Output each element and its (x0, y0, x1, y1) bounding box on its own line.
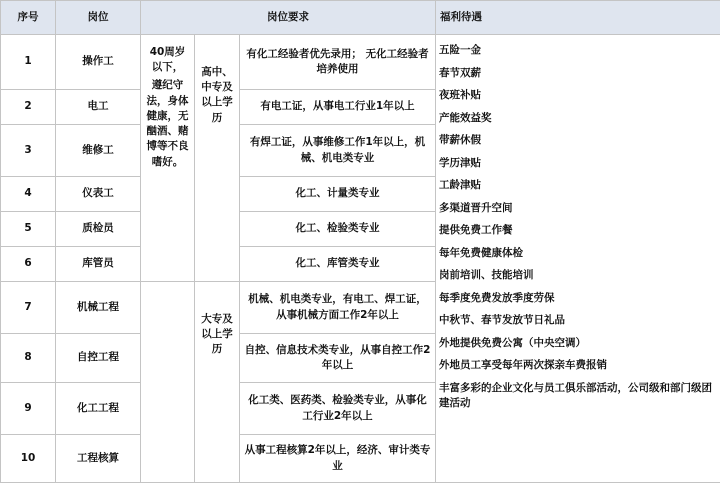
education-requirement-a: 高中、中专及以上学历 (195, 35, 240, 282)
row-number: 6 (1, 247, 56, 282)
row-detail: 有焊工证，从事维修工作1年以上，机械、机电类专业 (240, 125, 436, 177)
benefit-item: 春节双薪 (439, 66, 481, 79)
benefit-item: 丰富多彩的企业文化与员工俱乐部活动，公司级和部门级团建活动 (439, 381, 712, 410)
benefit-item: 五险一金 (439, 44, 481, 56)
benefit-item: 带薪休假 (439, 134, 481, 146)
benefit-item: 提供免费工作餐 (439, 224, 513, 236)
row-number: 3 (1, 125, 56, 177)
benefit-item: 岗前培训、技能培训 (439, 269, 534, 281)
benefit-item: 多渠道晋升空间 (439, 201, 513, 214)
benefits-cell (436, 35, 720, 483)
benefit-item: 学历津贴 (439, 156, 481, 169)
row-detail: 有化工经验者优先录用； 无化工经验者培养使用 (240, 35, 436, 90)
header-row (1, 1, 720, 35)
conduct-requirement: 遵纪守法，身体健康，无酗酒、赌博等不良嗜好。 (146, 79, 189, 168)
row-number: 2 (1, 90, 56, 125)
benefit-item: 外地提供免费公寓（中央空调） (439, 336, 586, 349)
row-position: 质检员 (56, 212, 141, 247)
benefit-item: 工龄津贴 (439, 179, 481, 191)
general-requirement-cell (141, 35, 195, 282)
row-number: 5 (1, 212, 56, 247)
row-detail: 化工、检验类专业 (240, 212, 436, 247)
benefit-item: 每季度免费发放季度劳保 (439, 291, 555, 304)
row-position: 电工 (56, 90, 141, 125)
row-position: 自控工程 (56, 334, 141, 383)
benefit-item: 产能效益奖 (439, 111, 492, 124)
age-requirement: 40周岁以下， (149, 46, 186, 74)
row-detail: 自控、信息技术类专业，从事自控工作2年以上 (240, 334, 436, 383)
row-position: 库管员 (56, 247, 141, 282)
row-position: 仪表工 (56, 177, 141, 212)
row-number: 7 (1, 282, 56, 334)
benefit-item: 外地员工享受每年两次探亲车费报销 (439, 359, 607, 371)
header-benefits: 福利待遇 (436, 1, 720, 35)
education-requirement-b: 大专及以上学历 (195, 282, 240, 483)
benefit-item: 夜班补贴 (439, 89, 481, 101)
row-detail: 机械、机电类专业，有电工、焊工证，从事机械方面工作2年以上 (240, 282, 436, 334)
benefit-item: 中秋节、春节发放节日礼品 (439, 314, 565, 326)
header-requirements: 岗位要求 (141, 1, 436, 35)
row-detail: 化工类、医药类、检验类专业，从事化工行业2年以上 (240, 383, 436, 435)
table-row (1, 35, 720, 90)
header-seq: 序号 (1, 1, 56, 35)
row-number: 8 (1, 334, 56, 383)
benefit-item: 每年免费健康体检 (439, 246, 523, 259)
row-position: 维修工 (56, 125, 141, 177)
row-position: 机械工程 (56, 282, 141, 334)
row-detail: 从事工程核算2年以上，经济、审计类专业 (240, 435, 436, 483)
row-number: 9 (1, 383, 56, 435)
row-detail: 化工、计量类专业 (240, 177, 436, 212)
row-number: 1 (1, 35, 56, 90)
row-position: 操作工 (56, 35, 141, 90)
row-number: 4 (1, 177, 56, 212)
row-position: 化工工程 (56, 383, 141, 435)
row-number: 10 (1, 435, 56, 483)
row-detail: 有电工证，从事电工行业1年以上 (240, 90, 436, 125)
row-position: 工程核算 (56, 435, 141, 483)
general-requirement-empty (141, 282, 195, 483)
header-position: 岗位 (56, 1, 141, 35)
row-detail: 化工、库管类专业 (240, 247, 436, 282)
